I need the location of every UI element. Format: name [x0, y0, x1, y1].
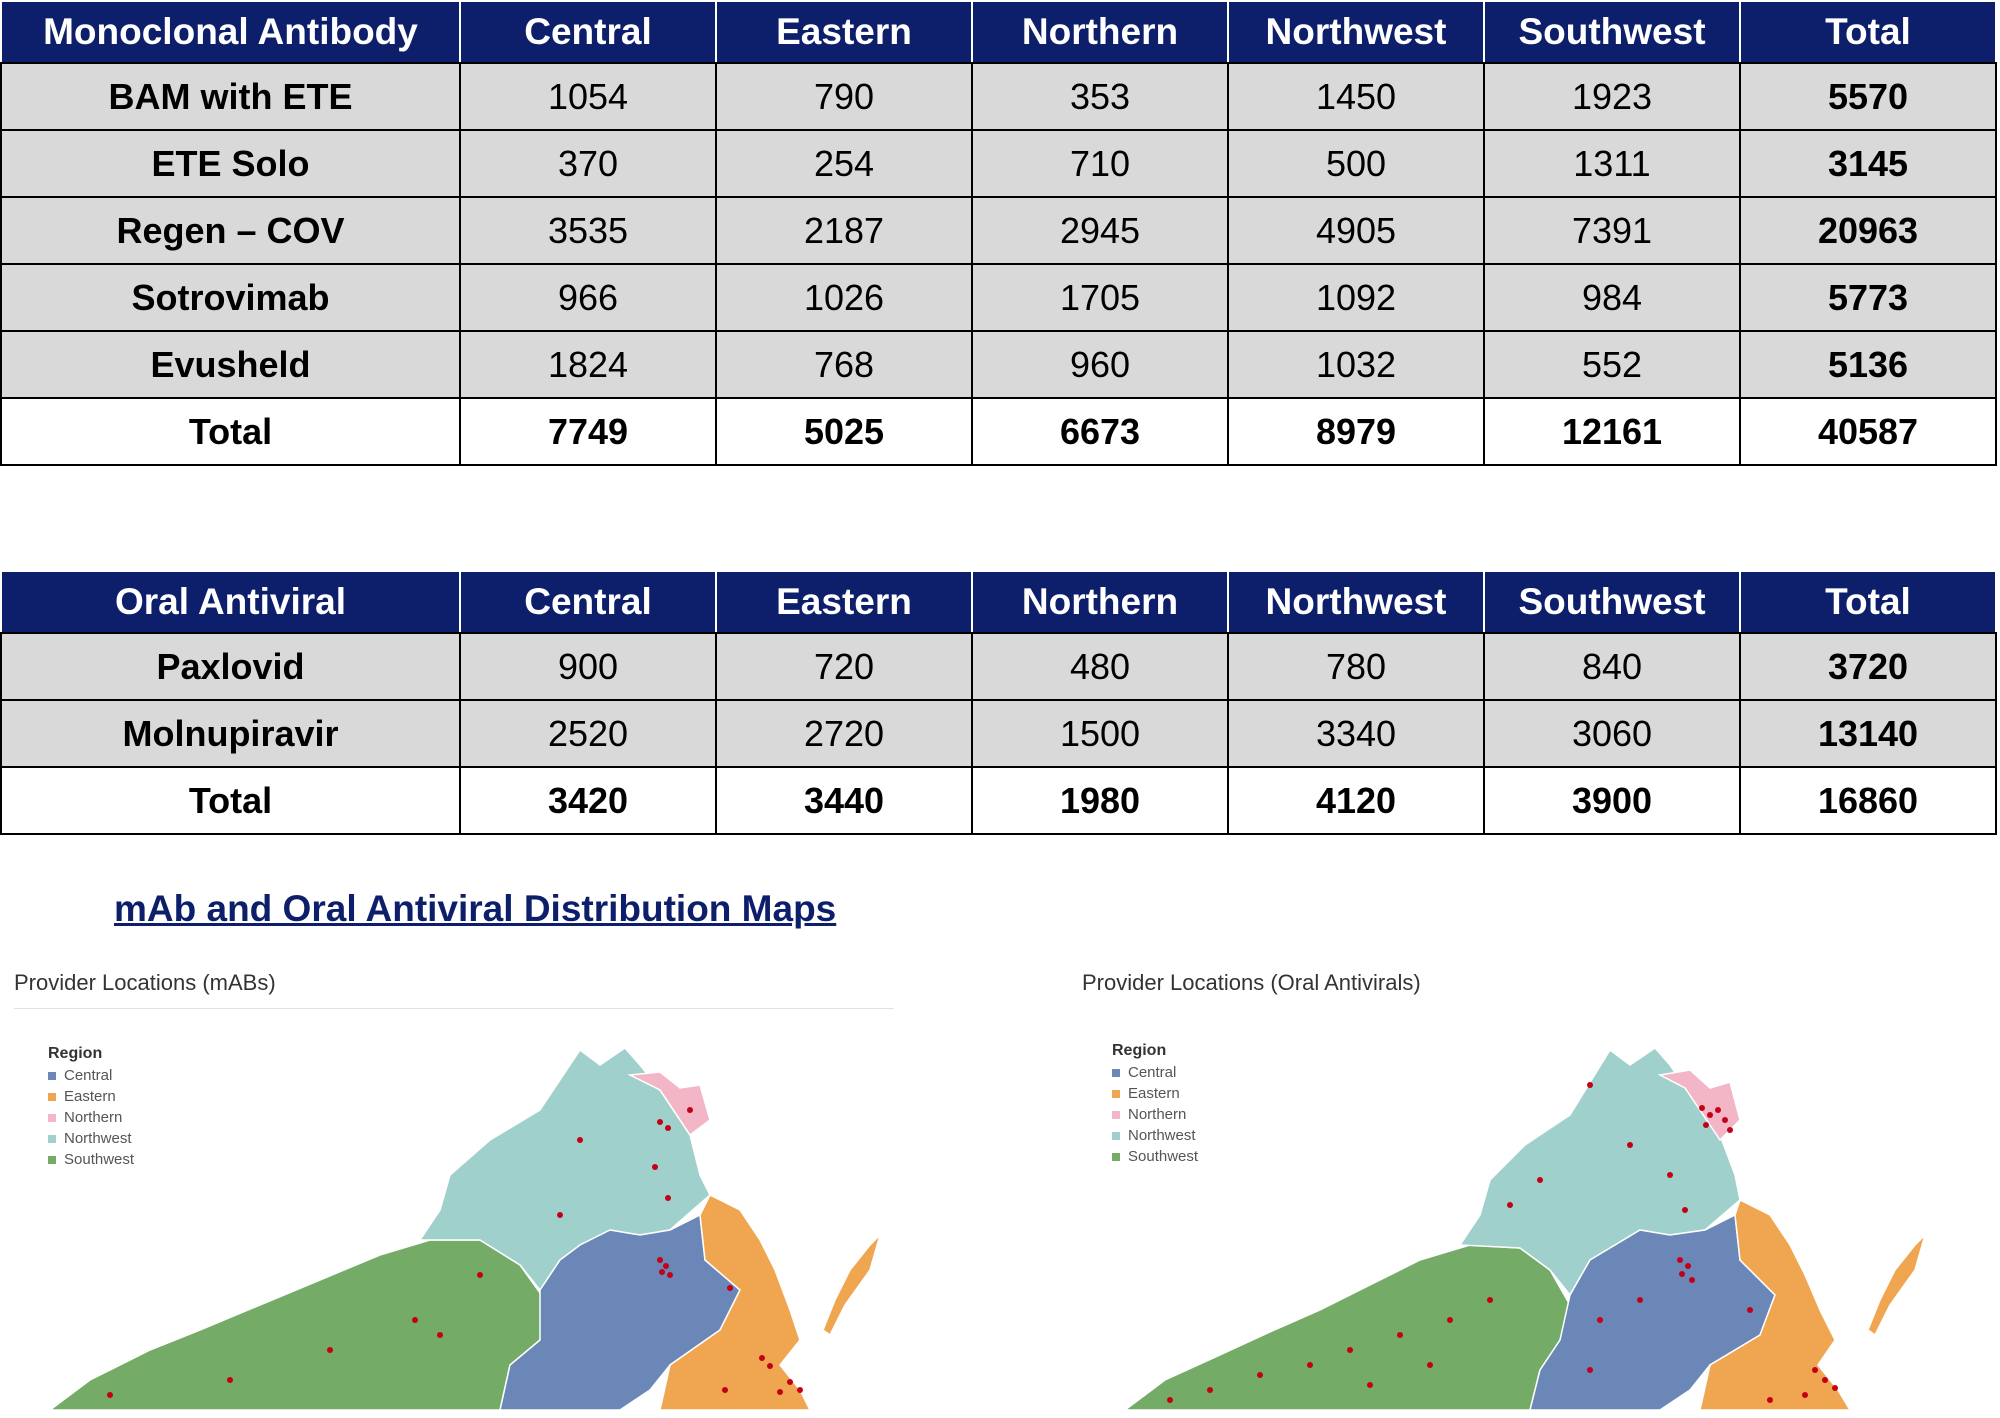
table-cell: 720	[716, 633, 972, 700]
table-row	[1, 197, 1996, 264]
legend-item	[48, 1065, 134, 1086]
legend-label: Southwest	[1128, 1148, 1199, 1165]
provider-dot	[767, 1363, 773, 1369]
legend-item	[48, 1107, 134, 1128]
provider-dot	[665, 1125, 671, 1131]
provider-dot	[1682, 1207, 1688, 1213]
table-cell: 1311	[1484, 130, 1740, 197]
column-header: Southwest	[1484, 571, 1740, 633]
provider-dot	[1637, 1297, 1643, 1303]
legend-swatch	[48, 1114, 56, 1122]
table-cell: 3900	[1484, 767, 1740, 834]
column-header: Northern	[972, 571, 1228, 633]
provider-dot	[1677, 1257, 1683, 1263]
legend-swatch	[1112, 1090, 1120, 1098]
provider-dot	[1707, 1112, 1713, 1118]
table-cell: 1032	[1228, 331, 1484, 398]
oral-antiviral-table	[0, 570, 1997, 835]
legend-swatch	[48, 1072, 56, 1080]
column-header: Eastern	[716, 571, 972, 633]
provider-dot	[1207, 1387, 1213, 1393]
legend-label: Eastern	[64, 1088, 116, 1105]
provider-dot	[1167, 1397, 1173, 1403]
provider-dot	[1802, 1392, 1808, 1398]
column-header: Northwest	[1228, 571, 1484, 633]
column-header: Total	[1740, 1, 1996, 63]
table-cell: 1824	[460, 331, 716, 398]
table-cell: 8979	[1228, 398, 1484, 465]
table-cell: 984	[1484, 264, 1740, 331]
map-title: Provider Locations (mABs)	[14, 970, 276, 995]
row-label: Total	[1, 767, 460, 834]
legend-item	[1112, 1062, 1198, 1083]
legend-title: Region	[48, 1045, 103, 1062]
provider-dot	[1679, 1271, 1685, 1277]
row-label: Paxlovid	[1, 633, 460, 700]
row-label: BAM with ETE	[1, 63, 460, 130]
provider-dot	[667, 1272, 673, 1278]
table-cell: 840	[1484, 633, 1740, 700]
provider-dot	[1627, 1142, 1633, 1148]
table-cell: 2520	[460, 700, 716, 767]
table-header-row	[1, 1, 1996, 63]
provider-dot	[687, 1107, 693, 1113]
mab-provider-map	[0, 970, 900, 1418]
column-header: Monoclonal Antibody	[1, 1, 460, 63]
legend-item	[1112, 1104, 1198, 1125]
row-total-cell: 5570	[1740, 63, 1996, 130]
column-header: Northern	[972, 1, 1228, 63]
table-cell: 3420	[460, 767, 716, 834]
provider-dot	[1689, 1277, 1695, 1283]
map-title: Provider Locations (Oral Antivirals)	[1082, 970, 1421, 995]
provider-dot	[665, 1195, 671, 1201]
row-total-cell: 3145	[1740, 130, 1996, 197]
monoclonal-antibody-table	[0, 0, 1997, 466]
legend-label: Central	[64, 1067, 113, 1084]
provider-dot	[657, 1257, 663, 1263]
legend-swatch	[48, 1093, 56, 1101]
provider-dot	[1727, 1127, 1733, 1133]
legend-item	[1112, 1083, 1198, 1104]
table-cell: 1923	[1484, 63, 1740, 130]
provider-dot	[759, 1355, 765, 1361]
table-cell: 2945	[972, 197, 1228, 264]
provider-dot	[437, 1332, 443, 1338]
provider-dot	[777, 1389, 783, 1395]
provider-dot	[1447, 1317, 1453, 1323]
provider-dot	[1703, 1122, 1709, 1128]
column-header: Central	[460, 1, 716, 63]
table-cell: 960	[972, 331, 1228, 398]
row-label: ETE Solo	[1, 130, 460, 197]
section-title: mAb and Oral Antiviral Distribution Maps	[114, 888, 837, 929]
provider-dot	[1307, 1362, 1313, 1368]
provider-dot	[727, 1285, 733, 1291]
grand-total-cell: 16860	[1740, 767, 1996, 834]
table-cell: 2187	[716, 197, 972, 264]
provider-dot	[663, 1263, 669, 1269]
provider-dot	[1507, 1202, 1513, 1208]
table-cell: 900	[460, 633, 716, 700]
legend-label: Northwest	[64, 1130, 132, 1147]
table-cell: 4905	[1228, 197, 1484, 264]
column-header: Northwest	[1228, 1, 1484, 63]
provider-dot	[412, 1317, 418, 1323]
table-cell: 710	[972, 130, 1228, 197]
table-cell: 1450	[1228, 63, 1484, 130]
column-header: Total	[1740, 571, 1996, 633]
legend-item	[48, 1128, 134, 1149]
provider-dot	[1747, 1307, 1753, 1313]
table-cell: 1500	[972, 700, 1228, 767]
table-cell: 254	[716, 130, 972, 197]
provider-dot	[652, 1164, 658, 1170]
eastern-shore	[823, 1235, 880, 1335]
legend-item	[48, 1149, 134, 1170]
table-cell: 3340	[1228, 700, 1484, 767]
table-cell: 790	[716, 63, 972, 130]
provider-dot	[1347, 1347, 1353, 1353]
table-header-row	[1, 571, 1996, 633]
row-total-cell: 20963	[1740, 197, 1996, 264]
provider-dot	[1722, 1117, 1728, 1123]
provider-dot	[1257, 1372, 1263, 1378]
provider-dot	[577, 1137, 583, 1143]
provider-dot	[1685, 1263, 1691, 1269]
column-header: Central	[460, 571, 716, 633]
table-cell: 966	[460, 264, 716, 331]
table-row	[1, 63, 1996, 130]
virginia-region-map	[1070, 970, 2000, 1418]
map-legend	[1112, 1042, 1198, 1167]
row-label: Regen – COV	[1, 197, 460, 264]
grand-total-cell: 40587	[1740, 398, 1996, 465]
table-cell: 7391	[1484, 197, 1740, 264]
legend-label: Northern	[64, 1109, 123, 1126]
provider-dot	[797, 1387, 803, 1393]
southwest-region	[50, 1240, 545, 1410]
legend-swatch	[1112, 1132, 1120, 1140]
row-total-cell: 13140	[1740, 700, 1996, 767]
provider-dot	[1597, 1317, 1603, 1323]
provider-dot	[1767, 1397, 1773, 1403]
provider-dot	[1367, 1382, 1373, 1388]
row-label: Molnupiravir	[1, 700, 460, 767]
table-cell: 1054	[460, 63, 716, 130]
provider-dot	[1537, 1177, 1543, 1183]
table-cell: 3535	[460, 197, 716, 264]
table-cell: 12161	[1484, 398, 1740, 465]
legend-swatch	[1112, 1069, 1120, 1077]
legend-swatch	[1112, 1153, 1120, 1161]
legend-label: Northern	[1128, 1106, 1187, 1123]
provider-dot	[1587, 1082, 1593, 1088]
legend-item	[48, 1086, 134, 1107]
legend-swatch	[48, 1156, 56, 1164]
legend-label: Eastern	[1128, 1085, 1180, 1102]
table-cell: 1026	[716, 264, 972, 331]
table-cell: 1980	[972, 767, 1228, 834]
legend-label: Northwest	[1128, 1127, 1196, 1144]
provider-dot	[1587, 1367, 1593, 1373]
row-total-cell: 3720	[1740, 633, 1996, 700]
table-cell: 500	[1228, 130, 1484, 197]
legend-item	[1112, 1146, 1198, 1167]
table-row	[1, 331, 1996, 398]
provider-dot	[659, 1269, 665, 1275]
table-cell: 7749	[460, 398, 716, 465]
provider-dot	[327, 1347, 333, 1353]
provider-dot	[1667, 1172, 1673, 1178]
provider-dot	[1397, 1332, 1403, 1338]
table-cell: 4120	[1228, 767, 1484, 834]
table-row	[1, 633, 1996, 700]
provider-dot	[557, 1212, 563, 1218]
total-row	[1, 398, 1996, 465]
provider-dot	[1715, 1107, 1721, 1113]
row-label: Evusheld	[1, 331, 460, 398]
legend-swatch	[48, 1135, 56, 1143]
table-cell: 2720	[716, 700, 972, 767]
table-cell: 1705	[972, 264, 1228, 331]
legend-item	[1112, 1125, 1198, 1146]
table-cell: 480	[972, 633, 1228, 700]
provider-dot	[1487, 1297, 1493, 1303]
provider-dot	[1699, 1105, 1705, 1111]
column-header: Oral Antiviral	[1, 571, 460, 633]
provider-dot	[227, 1377, 233, 1383]
provider-dot	[107, 1392, 113, 1398]
provider-dot	[1427, 1362, 1433, 1368]
row-label: Sotrovimab	[1, 264, 460, 331]
table-cell: 552	[1484, 331, 1740, 398]
total-row	[1, 767, 1996, 834]
legend-label: Central	[1128, 1064, 1177, 1081]
column-header: Southwest	[1484, 1, 1740, 63]
row-total-cell: 5773	[1740, 264, 1996, 331]
provider-dot	[787, 1379, 793, 1385]
provider-dot	[1822, 1377, 1828, 1383]
provider-dot	[477, 1272, 483, 1278]
table-cell: 353	[972, 63, 1228, 130]
row-label: Total	[1, 398, 460, 465]
table-cell: 6673	[972, 398, 1228, 465]
provider-dot	[1812, 1367, 1818, 1373]
table-cell: 768	[716, 331, 972, 398]
column-header: Eastern	[716, 1, 972, 63]
table-cell: 3060	[1484, 700, 1740, 767]
provider-dot	[1832, 1385, 1838, 1391]
legend-title: Region	[1112, 1042, 1167, 1059]
table-cell: 780	[1228, 633, 1484, 700]
provider-dot	[722, 1387, 728, 1393]
virginia-region-map	[0, 970, 900, 1418]
southwest-region	[1125, 1245, 1570, 1410]
table-cell: 370	[460, 130, 716, 197]
map-legend	[48, 1045, 134, 1170]
table-cell: 5025	[716, 398, 972, 465]
table-cell: 3440	[716, 767, 972, 834]
table-cell: 1092	[1228, 264, 1484, 331]
table-row	[1, 264, 1996, 331]
table-row	[1, 130, 1996, 197]
legend-swatch	[1112, 1111, 1120, 1119]
row-total-cell: 5136	[1740, 331, 1996, 398]
provider-dot	[657, 1119, 663, 1125]
table-row	[1, 700, 1996, 767]
oral-antiviral-provider-map	[1070, 970, 2000, 1418]
eastern-shore	[1868, 1235, 1925, 1335]
legend-label: Southwest	[64, 1151, 135, 1168]
